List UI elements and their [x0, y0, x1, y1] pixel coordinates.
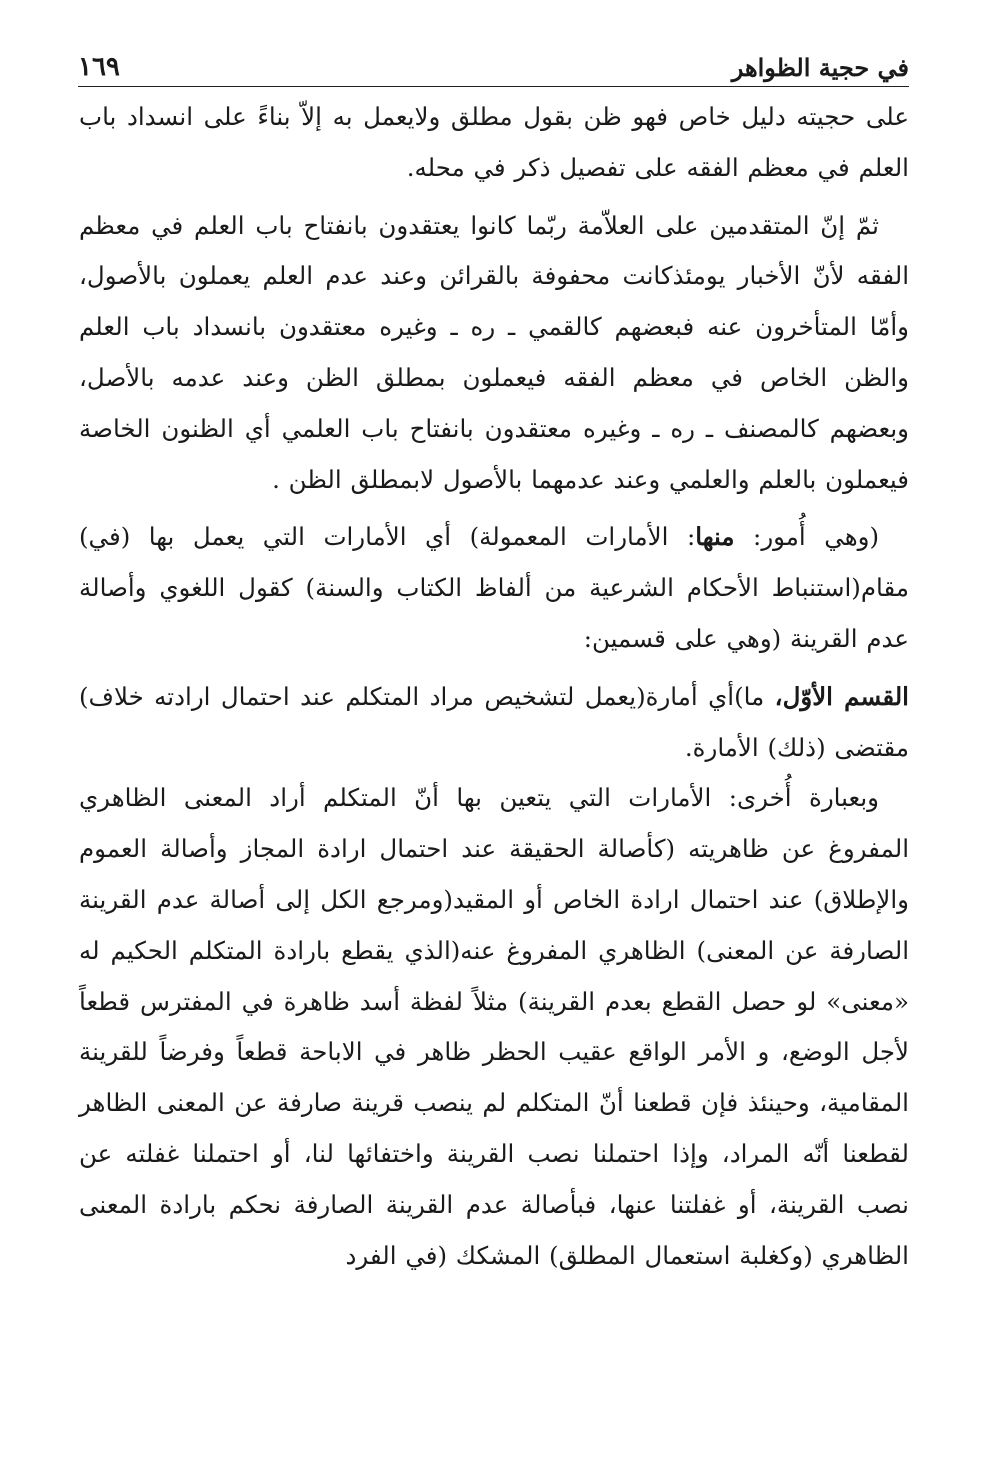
paragraph-first-section	[79, 672, 909, 774]
first-section-text: ما)أي أمارة(يعمل لتشخيص مراد المتكلم عند احتمال ارادته خلاف) مقتضى (ذلك) الأمارة.	[79, 681, 909, 762]
p3-prefix: (وهي أُمور:	[734, 522, 880, 552]
running-title: في حجية الظواهر	[731, 53, 909, 82]
paragraph-explanation: وبعبارة أُخرى: الأمارات التي يتعين بها أنّ المتكلم أراد المعنى الظاهري المفروغ عن ظاهريته (كأصالة الحقيقة عند احتمال ارادة المجاز وأصالة العموم والإطلاق) عند احتمال ارادة الخاص أو المقيد(ومرجع الكل إلى أصالة عدم القرينة الصارفة عن المعنى) الظاهري المفروغ عنه(الذي يقطع بارادة المتكلم الحكيم له «معنى» لو حصل القطع بعدم القرينة) مثلاً لفظة أسد ظاهرة في المفترس قطعاً لأجل الوضع، و الأمر الواقع عقيب الحظر ظاهر في الاباحة قطعاً وفرضاً للقرينة المقامية، وحينئذ فإن قطعنا أنّ المتكلم لم ينصب قرينة صارفة عن المعنى الظاهر لقطعنا أنّه المراد، وإذا احتملنا نصب القرينة واختفائها لنا، أو احتملنا غفلته عن نصب القرينة، أو غفلتنا عنها، فبأصالة عدم القرينة الصارفة نحكم بارادة المعنى الظاهري (وكغلبة استعمال المطلق) المشكك (في الفرد	[79, 783, 909, 1270]
paragraph-amarat	[79, 512, 909, 664]
p3-bold-term: منها	[695, 522, 735, 552]
paragraph-ulama-views: ثمّ إنّ المتقدمين على العلاّمة ربّما كانوا يعتقدون بانفتاح باب العلم في معظم الفقه لأنّ الأخبار يومئذكانت محفوفة بالقرائن وعند عدم العلم يعملون بالأصول، وأمّا المتأخرون عنه فبعضهم كالقمي ـ ره ـ وغيره معتقدون بانسداد باب العلم والظن الخاص في معظم الفقه فيعملون بمطلق الظن وعند عدمه بالأصل، وبعضهم كالمصنف ـ ره ـ وغيره معتقدون بانفتاح باب العلمي أي الظنون الخاصة فيعملون بالعلم والعلمي وعند عدمهما بالأصول لابمطلق الظن .	[79, 210, 909, 494]
running-header	[78, 38, 909, 87]
body-text	[79, 92, 909, 1281]
p3-rest: : الأمارات المعمولة) أي الأمارات التي يعمل بها (في) مقام(استنباط الأحكام الشرعية من ألفاظ الكتاب والسنة) كقول اللغوي وأصالة عدم القرينة (وهي على قسمين:	[79, 522, 909, 653]
paragraph-continuation: على حجيته دليل خاص فهو ظن بقول مطلق ولايعمل به إلاّ بناءً على انسداد باب العلم في معظم الفقه على تفصيل ذكر في محله.	[79, 102, 909, 182]
first-section-heading: القسم الأوّل،	[774, 681, 909, 711]
page-number: ١٦٩	[78, 52, 120, 82]
